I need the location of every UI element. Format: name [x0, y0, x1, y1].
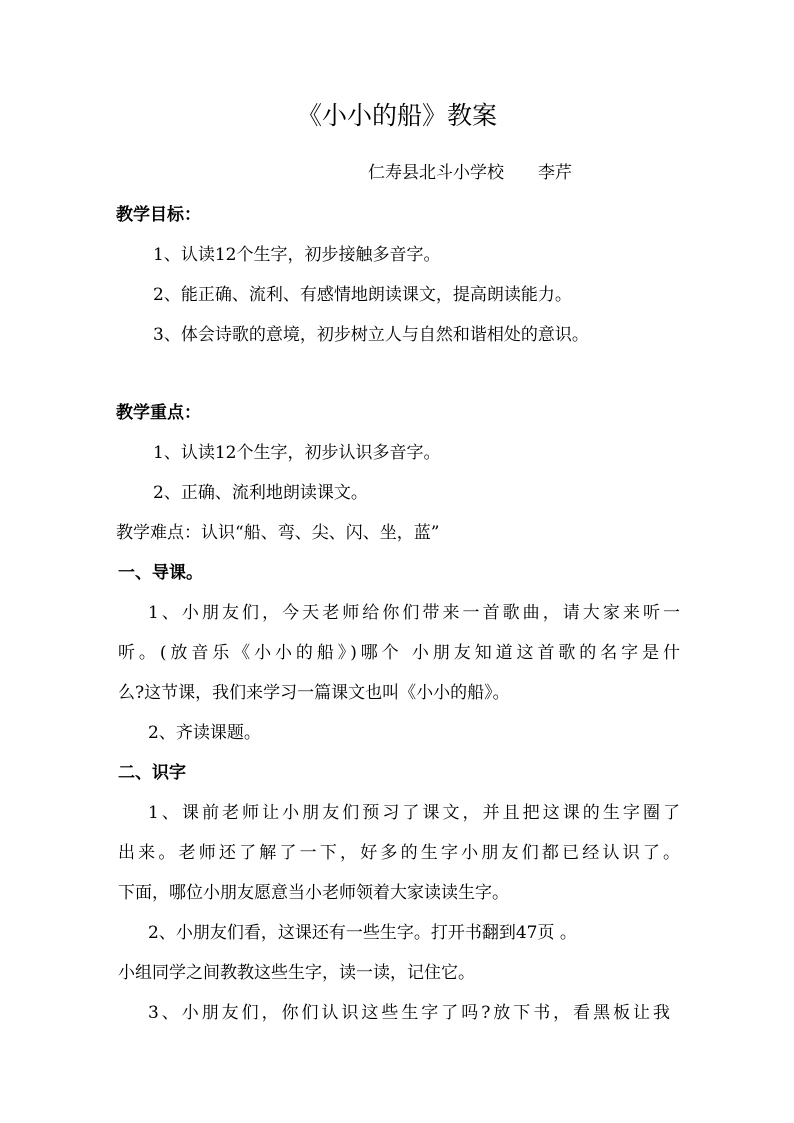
paragraph-line: 1、小朋友们，今天老师给你们带来一首歌曲，请大家来听一	[148, 603, 680, 623]
key-points-heading: 教学重点：	[116, 403, 201, 423]
section2-heading: 二、识字	[118, 763, 186, 783]
section1-heading: 一、导课。	[118, 563, 203, 583]
key-point-item: 1、认读12个生字，初步认识多音字。	[153, 443, 441, 463]
paragraph-line: 小组同学之间教教这些生字，读一读，记住它。	[118, 963, 475, 983]
paragraph-line: 出来。老师还了解了一下，好多的生字小朋友们都已经认识了。	[118, 843, 680, 863]
difficulty-line: 教学难点：认识“船、弯、尖、闪、坐，蓝”	[116, 523, 440, 543]
goal-item: 3、体会诗歌的意境，初步树立人与自然和谐相处的意识。	[153, 325, 589, 345]
paragraph-line: 2、齐读课题。	[148, 723, 261, 743]
goal-item: 2、能正确、流利、有感情地朗读课文，提高朗读能力。	[153, 285, 572, 305]
paragraph-line: 3、小朋友们，你们认识这些生字了吗?放下书，看黑板让我	[148, 1003, 670, 1023]
paragraph-line: 听。(放音乐《小小的船》)哪个 小朋友知道这首歌的名字是什	[118, 643, 680, 663]
author-line	[368, 161, 572, 185]
school-name: 仁寿县北斗小学校	[368, 163, 504, 183]
paragraph-line: 2、小朋友们看，这课还有一些生字。打开书翻到47页 。	[148, 923, 577, 943]
goal-item: 1、认读12个生字，初步接触多音字。	[153, 245, 441, 265]
teacher-name: 李芹	[538, 163, 572, 183]
key-point-item: 2、正确、流利地朗读课文。	[153, 483, 368, 503]
paragraph-line: 下面，哪位小朋友愿意当小老师领着大家读读生字。	[118, 883, 509, 903]
paragraph-line: 1、课前老师让小朋友们预习了课文，并且把这课的生字圈了	[148, 803, 680, 823]
goals-heading: 教学目标：	[116, 205, 201, 225]
document-title: 《小小的船》教案	[296, 101, 497, 130]
paragraph-line: 么?这节课，我们来学习一篇课文也叫《小小的船》。	[118, 683, 510, 703]
